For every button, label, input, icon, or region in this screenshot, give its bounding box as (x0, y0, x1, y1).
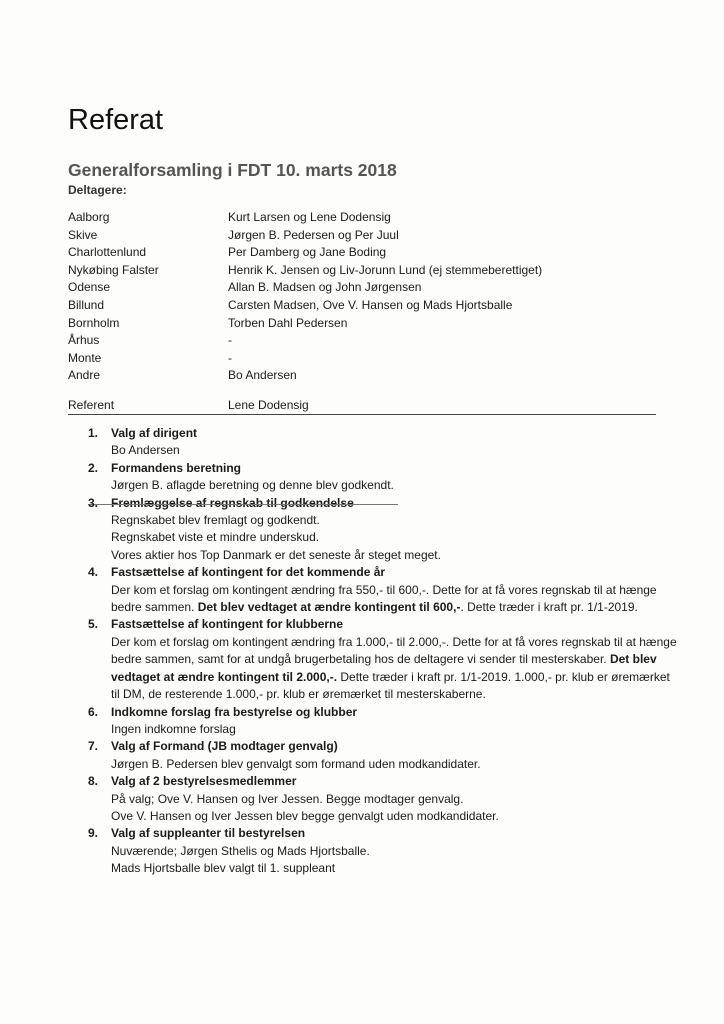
agenda-item-number: 3. (88, 495, 99, 510)
agenda-item (88, 825, 678, 877)
agenda-item-title: Formandens beretning (111, 460, 242, 475)
agenda-item-paragraph (111, 634, 678, 704)
paragraph-text: . Dette træder i kraft pr. 1/1-2019. (460, 600, 638, 615)
participant-names: Torben Dahl Pedersen (228, 315, 348, 330)
agenda-item (88, 425, 678, 460)
agenda-item-number: 1. (88, 426, 99, 440)
agenda-item-heading (88, 495, 678, 512)
agenda-item-line: Nuværende; Jørgen Sthelis og Mads Hjortsballe. (111, 843, 370, 858)
participant-place: Bornholm (68, 315, 120, 330)
agenda-item-body (88, 477, 678, 494)
agenda-item-title: Fremlæggelse af regnskab til godkendelse (111, 495, 354, 510)
agenda-item-number: 7. (88, 739, 99, 754)
paragraph-bold-text: Det blev vedtaget at ændre kontingent til 2.000,-. (111, 652, 657, 684)
referent-label: Referent (68, 398, 115, 412)
agenda-item-line: Jørgen B. aflagde beretning og denne blev godkendt. (111, 478, 394, 493)
doc-title: Referat (68, 104, 164, 136)
participant-place: Odense (68, 280, 111, 295)
participant-place: Århus (68, 333, 100, 348)
participant-row (68, 315, 668, 333)
agenda-item (88, 616, 678, 703)
participant-row (68, 244, 668, 262)
agenda-item-number: 8. (88, 774, 99, 789)
agenda-item (88, 738, 678, 773)
agenda-item-line: Vores aktier hos Top Danmark er det seneste år steget meget. (111, 547, 441, 562)
participant-names: Allan B. Madsen og John Jørgensen (228, 280, 422, 295)
agenda-item-number: 2. (88, 460, 99, 475)
agenda-item-heading (88, 704, 678, 721)
agenda-item-body (88, 512, 678, 564)
participant-row (68, 367, 668, 385)
participant-names: Jørgen B. Pedersen og Per Juul (228, 227, 399, 242)
paragraph-text: Dette træder i kraft pr. 1/1-2019. 1.000,- pr. klub er øremærket til DM, de resterende 1.000,- pr. klub er øremærket til mesterskaberne. (111, 669, 670, 702)
agenda-item-title: Fastsættelse af kontingent for klubberne (111, 617, 344, 632)
participant-names: Per Damberg og Jane Boding (228, 245, 387, 260)
agenda-item (88, 773, 678, 825)
participant-row (68, 227, 668, 245)
agenda-item (88, 704, 678, 739)
doc-subtitle: Generalforsamling i FDT 10. marts 2018 (68, 160, 397, 180)
agenda-item-heading (88, 460, 678, 477)
agenda-item-body (88, 756, 678, 773)
paragraph-text: Der kom et forslag om kontingent ændring fra 1.000,- til 2.000,-. Dette for at få vores regnskab til at hænge bedre sammen, samt for at undgå brugerbetaling hos de deltagere vi sender til mesterskaber. (111, 634, 677, 667)
participant-place: Andre (68, 368, 101, 383)
participant-row (68, 332, 668, 350)
participants-label: Deltagere: (68, 183, 127, 197)
agenda-item-body (88, 721, 678, 738)
agenda-item-body (88, 442, 678, 459)
participants-table (68, 209, 668, 385)
participant-names: - (228, 333, 232, 348)
agenda-item-paragraph (111, 582, 678, 617)
agenda-item-line: Regnskabet blev fremlagt og godkendt. (111, 513, 320, 528)
agenda-item-title: Valg af Formand (JB modtager genvalg) (111, 739, 338, 754)
participant-row (68, 279, 668, 297)
participant-names: Kurt Larsen og Lene Dodensig (228, 210, 391, 224)
agenda-item-body (88, 582, 678, 617)
agenda-item-number: 9. (88, 826, 99, 841)
agenda-item-heading (88, 425, 678, 442)
paragraph-text: Der kom et forslag om kontingent ændring fra 550,- til 600,-. Dette for at få vores regnskab til at hænge bedre sammen. (111, 582, 657, 615)
participant-row (68, 350, 668, 368)
agenda-item-line: Ove V. Hansen og Iver Jessen blev begge genvalgt uden modkandidater. (111, 808, 499, 823)
agenda-item-body (88, 791, 678, 826)
agenda-item (88, 495, 678, 565)
agenda-item-title: Valg af dirigent (111, 426, 198, 440)
participant-place: Monte (68, 350, 102, 365)
agenda-item-number: 5. (88, 617, 99, 632)
participant-place: Charlottenlund (68, 245, 147, 260)
agenda-item-line: Mads Hjortsballe blev valgt til 1. suppleant (111, 861, 336, 876)
participant-names: Henrik K. Jensen og Liv-Jorunn Lund (ej stemmeberettiget) (228, 262, 543, 277)
participant-place: Skive (68, 227, 98, 242)
participant-place: Nykøbing Falster (68, 262, 159, 277)
paragraph-bold-text: Det blev vedtaget at ændre kontingent til 600,- (197, 600, 461, 615)
divider (68, 414, 656, 415)
agenda-item-title: Valg af 2 bestyrelsesmedlemmer (111, 774, 297, 789)
agenda-item-line: På valg; Ove V. Hansen og Iver Jessen. Begge modtager genvalg. (111, 791, 464, 806)
agenda-item-heading (88, 564, 678, 581)
agenda-item-line: Bo Andersen (111, 443, 180, 458)
agenda-item-body (88, 634, 678, 704)
agenda-item-title: Indkomne forslag fra bestyrelse og klubber (111, 704, 358, 719)
agenda-item-title: Valg af suppleanter til bestyrelsen (111, 826, 306, 841)
scan-artifact-line (88, 504, 398, 505)
agenda-item-heading (88, 825, 678, 842)
participant-place: Aalborg (68, 210, 110, 224)
agenda-item (88, 460, 678, 495)
agenda-item-number: 4. (88, 565, 99, 580)
participant-names: Bo Andersen (228, 368, 297, 383)
participant-place: Billund (68, 297, 105, 312)
agenda-item-line: Regnskabet viste et mindre underskud. (111, 530, 320, 545)
participant-row (68, 209, 668, 227)
participant-names: Carsten Madsen, Ove V. Hansen og Mads Hjortsballe (228, 297, 513, 312)
referent-row (68, 396, 656, 414)
agenda-item-heading (88, 616, 678, 633)
agenda-item-heading (88, 773, 678, 790)
agenda-item-line: Jørgen B. Pedersen blev genvalgt som formand uden modkandidater. (111, 756, 481, 771)
agenda-item-number: 6. (88, 704, 99, 719)
agenda-item-line: Ingen indkomne forslag (111, 721, 236, 736)
agenda-item-title: Fastsættelse af kontingent for det kommende år (111, 565, 386, 580)
participant-names: - (228, 350, 232, 365)
agenda-item (88, 564, 678, 616)
agenda-item-body (88, 843, 678, 878)
participant-row (68, 262, 668, 280)
agenda-list (88, 425, 678, 878)
participant-row (68, 297, 668, 315)
agenda-item-heading (88, 738, 678, 755)
referent-name: Lene Dodensig (228, 398, 309, 412)
